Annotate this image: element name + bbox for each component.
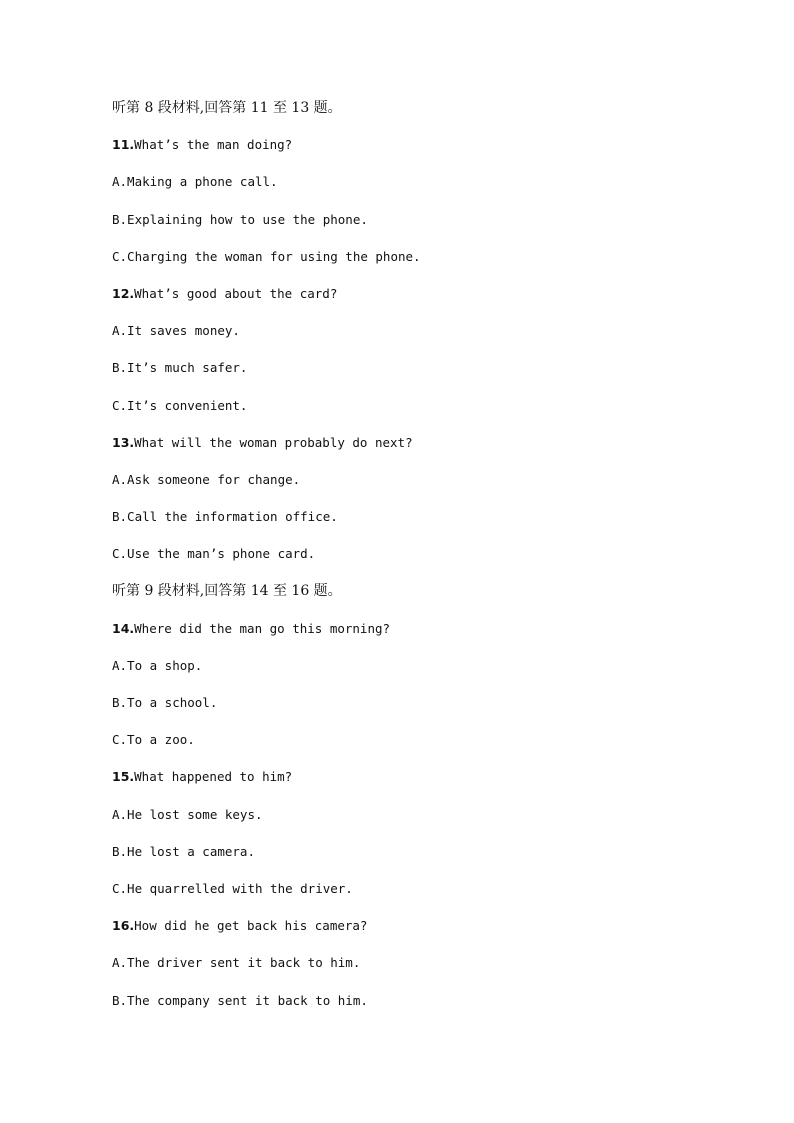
question-line [112,283,752,320]
question-line [112,432,752,469]
answer-option: C.To a zoo. [112,732,195,748]
question-number: 12. [112,285,135,301]
answer-option: A.The driver sent it back to him. [112,955,361,971]
question-line [112,766,752,803]
question-text: What’s the man doing? [134,137,293,153]
answer-option: A.Ask someone for change. [112,471,301,487]
question-text: Where did the man go this morning? [134,620,391,636]
answer-option: A.He lost some keys. [112,806,263,822]
answer-option: B.To a school. [112,695,218,710]
question-number: 16. [112,918,135,934]
answer-option: B.He lost a camera. [112,843,255,859]
question-number: 15. [112,769,135,785]
question-number: 14. [112,620,135,636]
question-text: What will the woman probably do next? [134,434,413,450]
question-line [112,618,752,655]
section-heading: 听第 9 段材料,回答第 14 至 16 题。 [112,583,342,600]
answer-option: B.Call the information office. [112,509,338,525]
question-line [112,915,752,952]
answer-option: A.It saves money. [112,323,240,339]
answer-option: C.Use the man’s phone card. [112,546,316,562]
question-text: What’s good about the card? [134,285,338,301]
answer-option: B.Explaining how to use the phone. [112,211,368,227]
answer-option: C.Charging the woman for using the phone. [112,248,421,264]
question-line [112,134,752,171]
answer-option: A.To a shop. [112,657,203,673]
section-heading: 听第 8 段材料,回答第 11 至 13 题。 [112,100,342,116]
question-number: 11. [112,137,135,153]
question-text: What happened to him? [134,769,293,785]
answer-option: C.He quarrelled with the driver. [112,880,353,896]
answer-option: B.The company sent it back to him. [112,992,368,1008]
answer-option: A.Making a phone call. [112,174,278,190]
question-number: 13. [112,434,135,450]
answer-option: C.It’s convenient. [112,397,248,413]
question-text: How did he get back his camera? [134,918,368,934]
document-page [112,97,752,1027]
answer-option: B.It’s much safer. [112,360,248,376]
